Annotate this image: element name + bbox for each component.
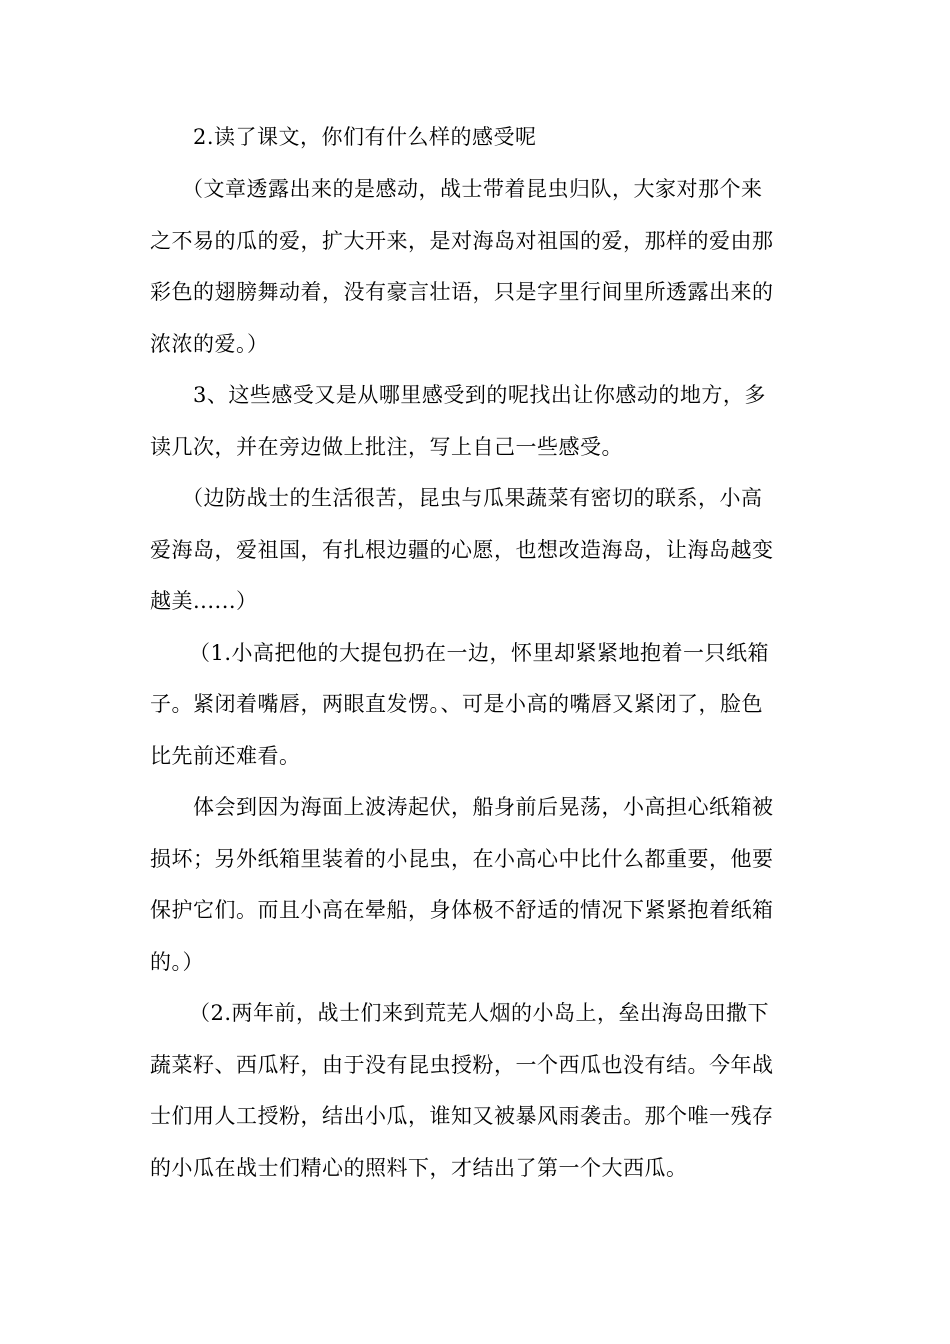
paragraph-line: 蔬菜籽、西瓜籽，由于没有昆虫授粉，一个西瓜也没有结。今年战 (150, 1053, 774, 1077)
paragraph-line: 比先前还难看。 (150, 744, 301, 768)
paragraph-line: 子。紧闭着嘴唇，两眼直发愣。、可是小高的嘴唇又紧闭了，脸色 (150, 692, 763, 716)
paragraph-line: 3、这些感受又是从哪里感受到的呢找出让你感动的地方，多 (193, 383, 766, 407)
paragraph-line: 损坏；另外纸箱里装着的小昆虫，在小高心中比什么都重要，他要 (150, 847, 774, 871)
paragraph-line: 保护它们。而且小高在晕船，身体极不舒适的情况下紧紧抱着纸箱 (150, 898, 774, 922)
paragraph-line: 的小瓜在战士们精心的照料下，才结出了第一个大西瓜。 (150, 1156, 688, 1180)
paragraph-line: 的。） (150, 950, 204, 974)
paragraph-line: （2.两年前，战士们来到荒芜人烟的小岛上，垒出海岛田撒下 (189, 1001, 770, 1025)
paragraph-line: 彩色的翅膀舞动着，没有豪言壮语，只是字里行间里所透露出来的 (150, 280, 774, 304)
paragraph-line: 士们用人工授粉，结出小瓜，谁知又被暴风雨袭击。那个唯一残存 (150, 1104, 774, 1128)
paragraph-line: 之不易的瓜的爱，扩大开来，是对海岛对祖国的爱，那样的爱由那 (150, 229, 774, 253)
paragraph-line: （文章透露出来的是感动，战士带着昆虫归队，大家对那个来 (182, 177, 763, 201)
paragraph-line: 体会到因为海面上波涛起伏，船身前后晃荡，小高担心纸箱被 (193, 795, 774, 819)
paragraph-line: 读几次，并在旁边做上批注，写上自己一些感受。 (150, 435, 623, 459)
paragraph-line: 浓浓的爱。） (150, 332, 269, 356)
paragraph-line: （1.小高把他的大提包扔在一边，怀里却紧紧地抱着一只纸箱 (189, 641, 770, 665)
paragraph-line: 爱海岛，爱祖国，有扎根边疆的心愿，也想改造海岛，让海岛越变 (150, 538, 774, 562)
paragraph-line: 2.读了课文，你们有什么样的感受呢 (193, 125, 537, 149)
paragraph-line: 越美......） (150, 589, 258, 613)
paragraph-line: （边防战士的生活很苦，昆虫与瓜果蔬菜有密切的联系，小高 (182, 486, 763, 510)
